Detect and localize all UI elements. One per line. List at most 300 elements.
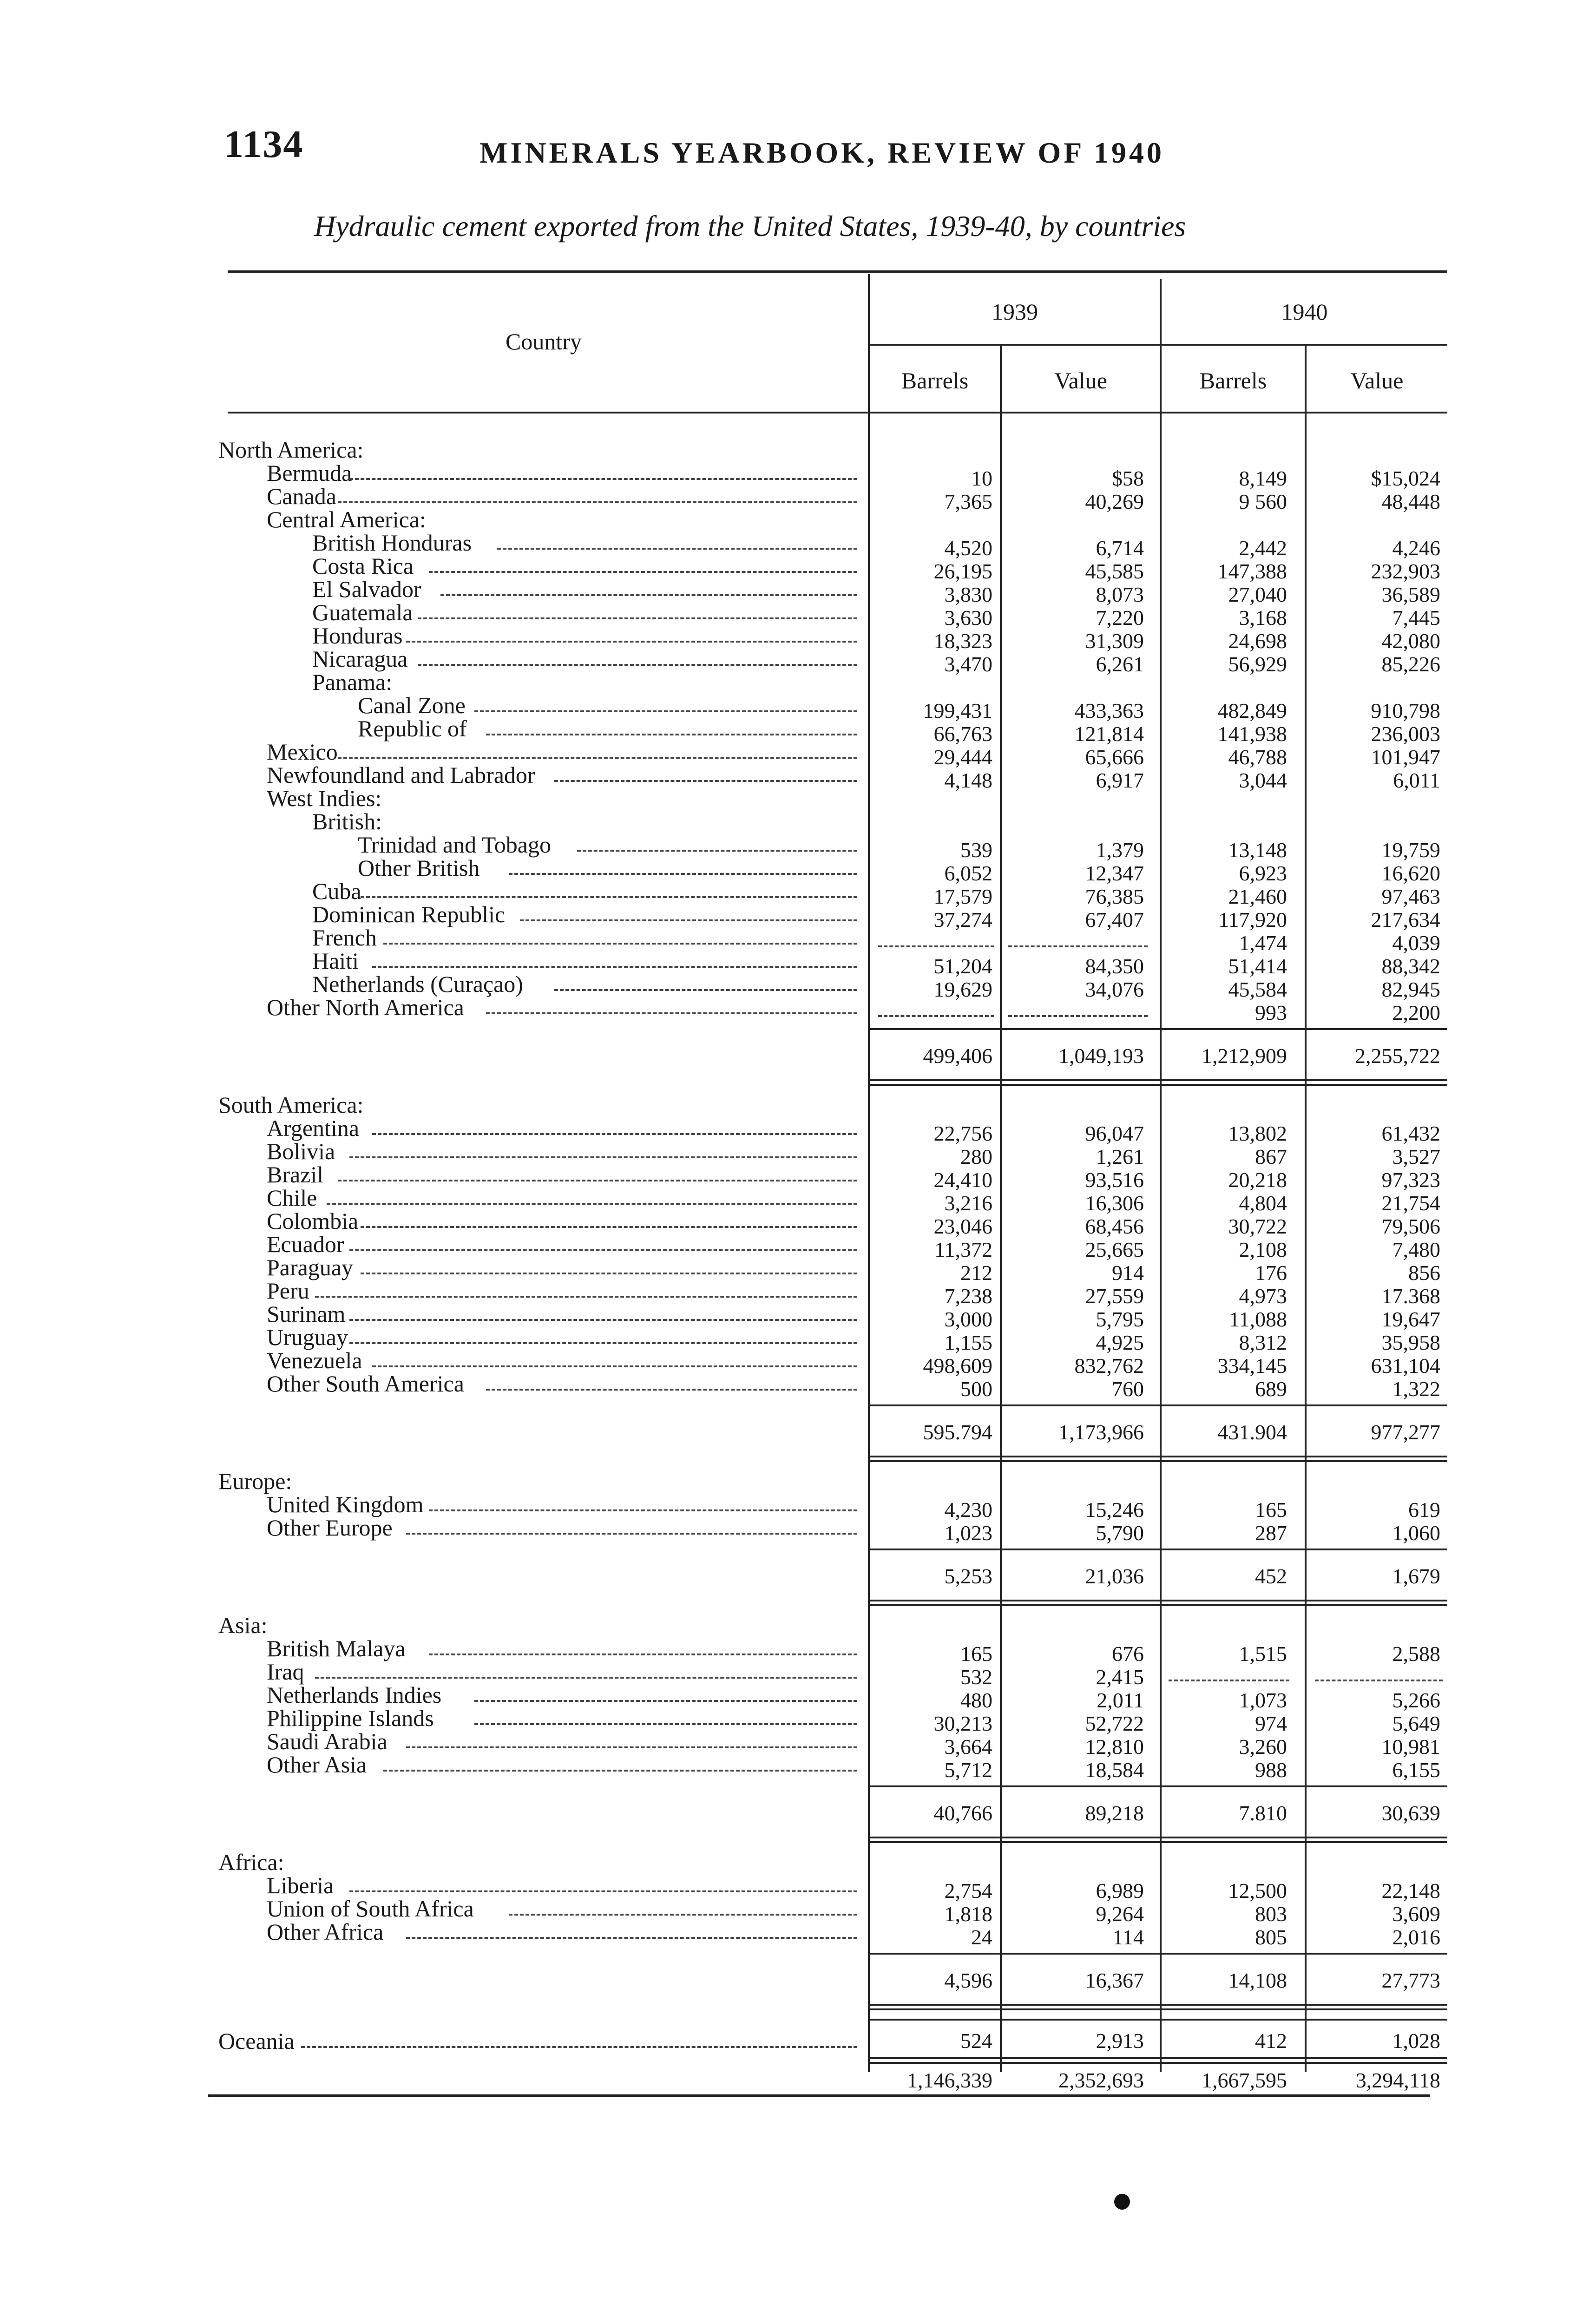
- cell-v40: 910,798: [1371, 699, 1440, 722]
- cell-b40: 867: [1255, 1145, 1287, 1168]
- cell-b40: 805: [1255, 1925, 1287, 1949]
- cell-v39: 6,989: [1096, 1879, 1144, 1903]
- cell-b40: 287: [1255, 1521, 1287, 1545]
- dot-leader: [486, 734, 858, 735]
- row-label: Newfoundland and Labrador: [267, 762, 535, 788]
- cell-b40: 14,108: [1228, 1969, 1287, 1992]
- row-label: Central America:: [267, 506, 426, 532]
- cell-v39: 76,385: [1085, 885, 1144, 908]
- row-rule: [870, 1785, 1447, 1787]
- row-label: Costa Rica: [312, 553, 414, 579]
- cell-b40: 3,044: [1239, 768, 1287, 792]
- dot-leader: [554, 780, 858, 782]
- cell-v39: 2,352,693: [1058, 2068, 1144, 2092]
- dot-leader: [349, 1342, 858, 1344]
- cell-v39: 914: [1112, 1261, 1144, 1285]
- row-rule: [870, 1604, 1447, 1606]
- cell-b40: 165: [1255, 1498, 1287, 1522]
- row-rule: [870, 1460, 1447, 1462]
- page-number: 1134: [224, 123, 304, 166]
- row-label: Canal Zone: [358, 692, 466, 718]
- cell-v39: 21,036: [1085, 1564, 1144, 1588]
- cell-b39: 498,609: [923, 1354, 992, 1378]
- cell-v39: 12,810: [1085, 1735, 1144, 1759]
- cell-v39: 1,261: [1096, 1145, 1144, 1168]
- row-label: Other North America: [267, 994, 464, 1020]
- row-rule: [870, 1079, 1447, 1081]
- cell-v39: 2,415: [1096, 1665, 1144, 1689]
- cell-v39: 65,666: [1085, 745, 1144, 769]
- cell-b39: 23,046: [933, 1214, 992, 1238]
- row-rule: [870, 1028, 1447, 1030]
- cell-b39: 212: [960, 1261, 992, 1285]
- cell-b40: 7.810: [1239, 1801, 1287, 1825]
- row-label: Panama:: [312, 669, 393, 695]
- cell-b39: 3,830: [944, 583, 992, 606]
- cell-v40: $15,024: [1371, 466, 1440, 490]
- empty-cell-dash: [878, 1015, 994, 1017]
- dot-leader: [315, 1677, 857, 1679]
- cell-b39: 1,155: [944, 1331, 992, 1354]
- cell-v40: 977,277: [1371, 1420, 1440, 1444]
- row-label: Mexico: [267, 739, 338, 765]
- cell-v39: 114: [1112, 1925, 1144, 1949]
- cell-b40: 452: [1255, 1564, 1287, 1588]
- empty-cell-dash: [878, 945, 994, 947]
- cell-b40: 8,149: [1239, 466, 1287, 490]
- dot-leader: [509, 1914, 858, 1916]
- cell-b40: 13,802: [1228, 1122, 1287, 1145]
- cell-b40: 482,849: [1217, 699, 1287, 722]
- cell-b40: 4,973: [1239, 1284, 1287, 1308]
- cell-b39: 524: [960, 2029, 992, 2053]
- cell-v40: 232,903: [1371, 559, 1440, 583]
- cell-v39: 5,790: [1096, 1521, 1144, 1545]
- cell-b39: 1,818: [944, 1902, 992, 1926]
- dot-leader: [349, 478, 858, 480]
- cell-b39: 480: [960, 1688, 992, 1712]
- cell-v40: 10,981: [1381, 1735, 1440, 1759]
- dot-leader: [577, 850, 858, 852]
- row-label: Republic of: [358, 715, 467, 742]
- dot-leader: [474, 1700, 857, 1702]
- dot-leader: [440, 594, 858, 596]
- cell-b40: 24,698: [1228, 629, 1287, 653]
- row-label: Nicaragua: [312, 646, 408, 672]
- cell-b40: 689: [1255, 1377, 1287, 1401]
- dot-leader: [372, 1365, 858, 1367]
- row-label: Canada: [267, 483, 336, 509]
- row-label: Bermuda: [267, 460, 352, 486]
- cell-b40: 1,073: [1239, 1688, 1287, 1712]
- cell-v39: 2,011: [1097, 1688, 1144, 1712]
- dot-leader: [372, 1133, 858, 1135]
- row-label: Uruguay: [267, 1324, 348, 1350]
- cell-b39: 532: [960, 1665, 992, 1689]
- row-rule: [870, 1404, 1447, 1406]
- row-label: Asia:: [218, 1612, 268, 1638]
- row-label: South America:: [218, 1092, 364, 1118]
- cell-b40: 56,929: [1228, 652, 1287, 676]
- row-label: Other Europe: [267, 1515, 393, 1541]
- dot-leader: [406, 1533, 857, 1535]
- cell-b40: 8,312: [1239, 1331, 1287, 1354]
- cell-v40: 19,759: [1381, 838, 1440, 862]
- cell-b40: 13,148: [1228, 838, 1287, 862]
- cell-b40: 45,584: [1228, 978, 1287, 1001]
- cell-v40: 88,342: [1381, 954, 1440, 978]
- cell-b40: 20,218: [1228, 1168, 1287, 1192]
- cell-b40: 27,040: [1228, 583, 1287, 606]
- row-label: Africa:: [218, 1849, 284, 1875]
- row-label: Europe:: [218, 1468, 292, 1494]
- running-head: MINERALS YEARBOOK, REVIEW OF 1940: [479, 136, 1164, 169]
- row-label: Cuba: [312, 878, 361, 904]
- cell-b39: 26,195: [933, 559, 992, 583]
- cell-b39: 24,410: [933, 1168, 992, 1192]
- cell-v40: 2,588: [1392, 1642, 1440, 1666]
- dot-leader: [349, 1156, 858, 1158]
- cell-b39: 1,146,339: [907, 2068, 992, 2092]
- cell-v39: 68,456: [1085, 1214, 1144, 1238]
- cell-b39: 595.794: [923, 1420, 992, 1444]
- row-rule: [870, 2062, 1447, 2064]
- cell-v40: 2,016: [1392, 1925, 1440, 1949]
- cell-b40: 1,474: [1239, 931, 1287, 955]
- cell-v40: 2,200: [1392, 1001, 1440, 1024]
- cell-v39: 27,559: [1085, 1284, 1144, 1308]
- cell-b40: 334,145: [1217, 1354, 1287, 1378]
- row-label: Union of South Africa: [267, 1896, 474, 1922]
- cell-b39: 4,148: [944, 768, 992, 792]
- cell-v39: 8,073: [1096, 583, 1144, 606]
- row-label: Bolivia: [267, 1138, 335, 1164]
- cell-v39: 1,173,966: [1058, 1420, 1144, 1444]
- cell-b40: 147,388: [1217, 559, 1287, 583]
- table-top-rule: [228, 270, 1447, 273]
- row-label: Other South America: [267, 1371, 464, 1397]
- row-rule: [870, 1084, 1447, 1086]
- dot-leader: [474, 1723, 857, 1725]
- cell-v39: 31,309: [1085, 629, 1144, 653]
- cell-v40: 7,480: [1392, 1238, 1440, 1261]
- dot-leader: [497, 548, 857, 550]
- cell-v40: 30,639: [1381, 1801, 1440, 1825]
- cell-v39: 7,220: [1096, 606, 1144, 630]
- cell-v39: 121,814: [1074, 722, 1144, 746]
- cell-b40: 11,088: [1229, 1307, 1287, 1331]
- cell-v40: 48,448: [1381, 490, 1440, 513]
- cell-b39: 19,629: [933, 978, 992, 1001]
- empty-cell-dash: [1315, 1680, 1443, 1681]
- dot-leader: [418, 664, 858, 666]
- cell-v39: 40,269: [1085, 490, 1144, 513]
- cell-v40: 856: [1408, 1261, 1440, 1285]
- cell-b39: 40,766: [933, 1801, 992, 1825]
- cell-v39: 4,925: [1096, 1331, 1144, 1354]
- cell-v40: 79,506: [1381, 1214, 1440, 1238]
- cell-b39: 280: [960, 1145, 992, 1168]
- cell-b39: 37,274: [933, 908, 992, 932]
- cell-v40: 42,080: [1381, 629, 1440, 653]
- cell-v39: 6,261: [1096, 652, 1144, 676]
- cell-b39: 3,216: [944, 1191, 992, 1215]
- row-label: El Salvador: [312, 576, 421, 602]
- row-rule: [870, 1600, 1447, 1601]
- row-label: Saudi Arabia: [267, 1728, 388, 1754]
- row-label: Netherlands (Curaçao): [312, 971, 523, 997]
- barrels-1940-header: Barrels: [1199, 367, 1267, 394]
- dot-leader: [406, 1746, 857, 1748]
- cell-b39: 4,596: [944, 1969, 992, 1992]
- dot-leader: [361, 896, 857, 898]
- dot-leader: [338, 501, 857, 503]
- cell-v39: 67,407: [1085, 908, 1144, 932]
- cell-b40: 176: [1255, 1261, 1287, 1285]
- cell-v40: 3,609: [1392, 1902, 1440, 1926]
- row-label: British Honduras: [312, 530, 472, 556]
- row-label: French: [312, 925, 377, 951]
- cell-v39: 5,795: [1096, 1307, 1144, 1331]
- cell-b40: 117,920: [1218, 908, 1287, 932]
- cell-b39: 1,023: [944, 1521, 992, 1545]
- dot-leader: [349, 1890, 858, 1892]
- year-1940-header: 1940: [1281, 299, 1328, 325]
- row-label: Other British: [358, 855, 480, 881]
- cell-v39: 676: [1112, 1642, 1144, 1666]
- cell-v39: 34,076: [1085, 978, 1144, 1001]
- dot-leader: [418, 617, 858, 619]
- dot-leader: [372, 966, 858, 968]
- cell-b39: 5,712: [944, 1758, 992, 1782]
- cell-v40: 16,620: [1381, 861, 1440, 885]
- cell-b39: 66,763: [933, 722, 992, 746]
- cell-b39: 3,470: [944, 652, 992, 676]
- row-label: Other Africa: [267, 1919, 384, 1945]
- cell-v40: 5,649: [1392, 1712, 1440, 1735]
- cell-v40: 5,266: [1392, 1688, 1440, 1712]
- dot-leader: [486, 1012, 858, 1014]
- row-label: Ecuador: [267, 1231, 344, 1257]
- row-label: United Kingdom: [267, 1491, 424, 1517]
- cell-v40: 2,255,722: [1355, 1044, 1440, 1068]
- cell-b39: 30,213: [933, 1712, 992, 1735]
- cell-b39: 7,365: [944, 490, 992, 513]
- cell-b40: 431.904: [1217, 1420, 1287, 1444]
- dot-leader: [406, 1937, 857, 1939]
- cell-b40: 4,804: [1239, 1191, 1287, 1215]
- value-1940-header: Value: [1350, 367, 1404, 394]
- cell-b40: 988: [1255, 1758, 1287, 1782]
- cell-b40: 46,788: [1228, 745, 1287, 769]
- row-label: Oceania: [218, 2028, 295, 2054]
- cell-b40: 1,515: [1239, 1642, 1287, 1666]
- header-bottom-rule: [228, 412, 1447, 413]
- cell-v39: 2,913: [1096, 2029, 1144, 2053]
- row-rule: [870, 2057, 1447, 2059]
- cell-b40: 51,414: [1228, 954, 1287, 978]
- cell-v39: 1,379: [1096, 838, 1144, 862]
- cell-v40: 1,679: [1392, 1564, 1440, 1588]
- cell-b40: 3,260: [1239, 1735, 1287, 1759]
- dot-leader: [383, 1770, 857, 1772]
- row-label: Honduras: [312, 623, 403, 649]
- row-label: British Malaya: [267, 1635, 406, 1661]
- row-label: Haiti: [312, 948, 359, 974]
- empty-cell-dash: [1169, 1680, 1289, 1681]
- row-label: Argentina: [267, 1115, 360, 1141]
- dot-leader: [361, 1273, 857, 1274]
- cell-v40: 7,445: [1392, 606, 1440, 630]
- cell-v40: 619: [1408, 1498, 1440, 1522]
- row-label: Surinam: [267, 1301, 346, 1327]
- cell-b40: 21,460: [1228, 885, 1287, 908]
- row-rule: [870, 1841, 1447, 1843]
- dot-leader: [315, 1296, 857, 1298]
- cell-b40: 993: [1255, 1001, 1287, 1024]
- cell-b39: 5,253: [944, 1564, 992, 1588]
- dot-leader: [429, 571, 857, 573]
- dot-leader: [383, 943, 857, 945]
- cell-b40: 6,923: [1239, 861, 1287, 885]
- cell-b39: 539: [960, 838, 992, 862]
- cell-v40: 1,060: [1392, 1521, 1440, 1545]
- cell-v40: 3,294,118: [1355, 2068, 1440, 2092]
- cell-v40: 1,028: [1392, 2029, 1440, 2053]
- cell-v39: 25,665: [1085, 1238, 1144, 1261]
- row-rule: [870, 1549, 1447, 1550]
- cell-b40: 141,938: [1217, 722, 1287, 746]
- cell-b39: 51,204: [933, 954, 992, 978]
- dot-leader: [429, 1654, 857, 1655]
- cell-b39: 29,444: [933, 745, 992, 769]
- cell-v40: 6,155: [1392, 1758, 1440, 1782]
- cell-v40: 631,104: [1371, 1354, 1440, 1378]
- cell-v39: 16,367: [1085, 1969, 1144, 1992]
- cell-b40: 1,212,909: [1202, 1044, 1287, 1068]
- row-rule: [870, 2004, 1447, 2006]
- row-label: West Indies:: [267, 785, 382, 811]
- dot-leader: [327, 1203, 858, 1205]
- dot-leader: [338, 1180, 857, 1181]
- dot-leader: [474, 710, 857, 712]
- row-label: Philippine Islands: [267, 1705, 434, 1731]
- cell-b39: 6,052: [944, 861, 992, 885]
- cell-v40: 17.368: [1381, 1284, 1440, 1308]
- year-1939-header: 1939: [992, 299, 1038, 325]
- cell-v40: 27,773: [1381, 1969, 1440, 1992]
- cell-b40: 3,168: [1239, 606, 1287, 630]
- cell-v40: 22,148: [1381, 1879, 1440, 1903]
- dot-leader: [509, 873, 858, 875]
- cell-b39: 500: [960, 1377, 992, 1401]
- cell-v39: 89,218: [1085, 1801, 1144, 1825]
- cell-v39: 6,714: [1096, 536, 1144, 560]
- cell-v39: 6,917: [1096, 768, 1144, 792]
- row-label: Colombia: [267, 1208, 359, 1234]
- cell-v39: 16,306: [1085, 1191, 1144, 1215]
- row-rule: [870, 1456, 1447, 1457]
- row-label: Dominican Republic: [312, 901, 506, 927]
- table-title: Hydraulic cement exported from the United States, 1939-40, by countries: [314, 210, 1186, 243]
- cell-b39: 3,630: [944, 606, 992, 630]
- cell-b39: 11,372: [934, 1238, 992, 1261]
- dot-leader: [429, 1509, 857, 1511]
- cell-b39: 18,323: [933, 629, 992, 653]
- row-label: Iraq: [267, 1659, 304, 1685]
- dot-leader: [406, 641, 857, 643]
- dot-leader: [486, 1389, 858, 1391]
- cell-v39: 52,722: [1085, 1712, 1144, 1735]
- cell-b40: 412: [1255, 2029, 1287, 2053]
- cell-v39: 433,363: [1074, 699, 1144, 722]
- row-label: Netherlands Indies: [267, 1682, 442, 1708]
- cell-b40: 9 560: [1239, 490, 1287, 513]
- cell-v40: 1,322: [1392, 1377, 1440, 1401]
- cell-v39: 12,347: [1085, 861, 1144, 885]
- dot-leader: [301, 2046, 858, 2048]
- cell-v40: 236,003: [1371, 722, 1440, 746]
- row-label: Peru: [267, 1278, 309, 1304]
- cell-b39: 199,431: [923, 699, 992, 722]
- col-divider-1939-value: [1000, 345, 1002, 2072]
- cell-v40: 4,039: [1392, 931, 1440, 955]
- row-label: Venezuela: [267, 1347, 362, 1373]
- cell-v39: 760: [1112, 1377, 1144, 1401]
- cell-b39: 7,238: [944, 1284, 992, 1308]
- cell-b39: 24: [971, 1925, 992, 1949]
- year-header-rule: [870, 344, 1447, 346]
- cell-v39: 1,049,193: [1058, 1044, 1144, 1068]
- cell-b40: 974: [1255, 1712, 1287, 1735]
- dot-leader: [349, 1249, 858, 1251]
- cell-v40: 4,246: [1392, 536, 1440, 560]
- cell-v40: 85,226: [1381, 652, 1440, 676]
- cell-b39: 3,664: [944, 1735, 992, 1759]
- row-rule: [870, 1837, 1447, 1838]
- cell-b40: 30,722: [1228, 1214, 1287, 1238]
- country-column-header: Country: [506, 328, 582, 354]
- cell-v39: 93,516: [1085, 1168, 1144, 1192]
- row-label: Brazil: [267, 1162, 324, 1188]
- row-rule: [870, 1953, 1447, 1955]
- row-label: British:: [312, 808, 382, 834]
- empty-cell-dash: [1008, 1015, 1148, 1017]
- empty-cell-dash: [1008, 945, 1148, 947]
- cell-b39: 4,520: [944, 536, 992, 560]
- cell-v39: 832,762: [1074, 1354, 1144, 1378]
- cell-b39: 3,000: [944, 1307, 992, 1331]
- cell-v40: 35,958: [1381, 1331, 1440, 1354]
- cell-b39: 22,756: [933, 1122, 992, 1145]
- barrels-1939-header: Barrels: [901, 367, 969, 394]
- dot-leader: [338, 757, 857, 759]
- cell-v39: $58: [1112, 466, 1144, 490]
- cell-v40: 6,011: [1393, 768, 1440, 792]
- cell-b39: 499,406: [923, 1044, 992, 1068]
- row-label: Chile: [267, 1185, 317, 1211]
- ink-blot: [1114, 2194, 1130, 2210]
- cell-v40: 101,947: [1371, 745, 1440, 769]
- cell-v40: 97,463: [1381, 885, 1440, 908]
- cell-v39: 15,246: [1085, 1498, 1144, 1522]
- row-label: Trinidad and Tobago: [358, 832, 551, 858]
- cell-b40: 803: [1255, 1902, 1287, 1926]
- row-label: Paraguay: [267, 1254, 354, 1280]
- cell-b40: 1,667,595: [1202, 2068, 1287, 2092]
- cell-v39: 84,350: [1085, 954, 1144, 978]
- cell-v39: 96,047: [1085, 1122, 1144, 1145]
